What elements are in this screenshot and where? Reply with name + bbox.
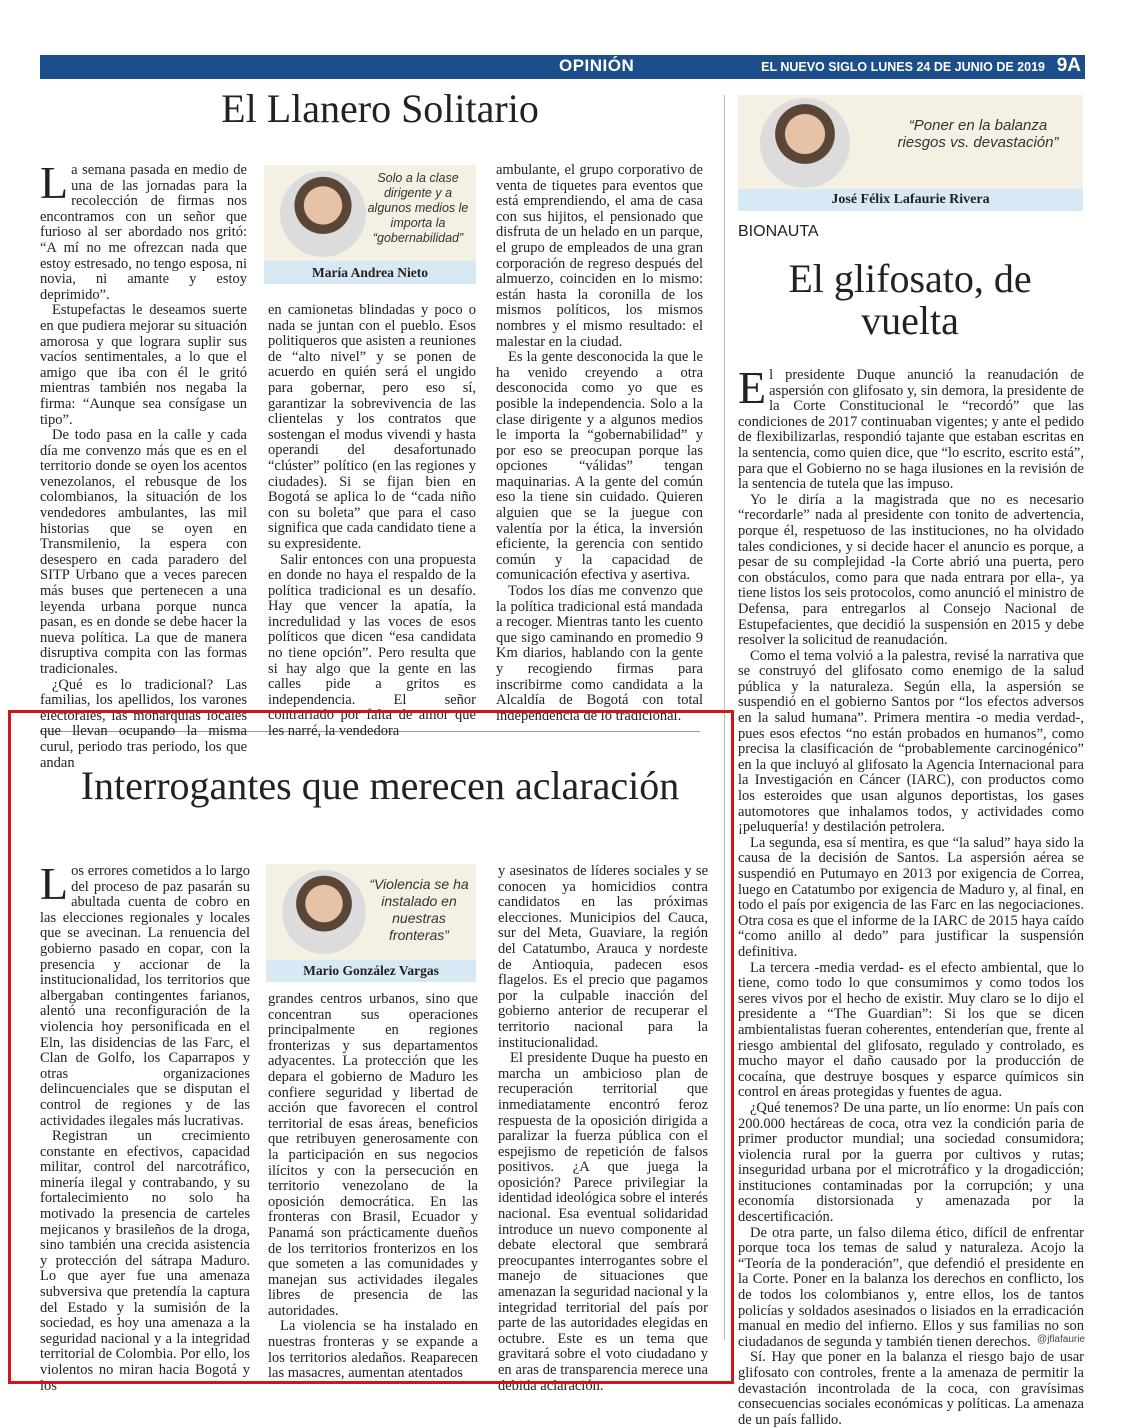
pullquote-text: Solo a la clase dirigente y a algunos medios le importa la “gobernabilidad”	[367, 171, 469, 245]
article1-paragraph: De todo pasa en la calle y cada día me convenzo más que es en el territorio donde se oyen los acentos venezolanos, el rebusque de los colombianos, la situación de los vendedores ambulantes, las mil historias que se oyen en Transmilenio, la espera con desespero en cada paradero del SITP Urbano que a veces parecen más buses que pertenecen a una leyenda urbana porque nunca pasan, es en donde se debe hacer la nueva política. La que de manera disruptiva compita con las formas tradicionales.	[40, 427, 247, 677]
author-photo	[280, 171, 366, 257]
article3-title: El glifosato, de vuelta	[788, 256, 1032, 343]
section-name: OPINIÓN	[559, 56, 635, 75]
article1-paragraph: ¿Qué es lo tradicional? Las familias, los apellidos, los varones electorales, las monarquías locales que llevan ocupando la misma curul, periodo tras periodo, los que andan	[40, 676, 247, 771]
article2-paragraph: grandes centros urbanos, sino que concentran sus operaciones principalmente en regiones fronterizas y sus departamentos adyacentes. La protección que les depara el gobierno de Maduro les confiere seguridad y libertad de acción que favorecen el control territorial de esas áreas, beneficios que retribuyen generosamente con la participación en sus negocios ilícitos y con la persecución en territorio venezolano de la oposición democrática. En las fronteras con Brasil, Ecuador y Panamá son prácticamente dueños de los territorios fronterizos en los que someten a las comunidades y manejan sus actividades ilegales libres de presencia de las autoridades.	[268, 991, 478, 1319]
article2-paragraph: Registran un crecimiento constante en efectivos, capacidad militar, control del narcotráfico, minería ilegal y contrabando, y su fortalecimiento no solo ha motivado la presencia de carteles mejicanos y brasileños de la droga, sino también una crecida asistencia y protección del sátrapa Maduro. Lo que ayer fue una amenaza subversiva que pretendía la captura del Estado y la sumisión de la sociedad, es hoy una amenaza a la seguridad nacional y a la integridad territorial de Colombia. Por ello, los violentos no miran hacia Bogotá y los	[40, 1128, 250, 1394]
article1-paragraph: La semana pasada en medio de una de las jornadas para la recolección de firmas nos encontramos con un señor que furioso al ser abordado nos gritó: “A mí no me ofrezcan nada que estoy estresado, no tengo esposa, ni novia, ni amante y estoy deprimido”.	[40, 157, 247, 303]
article1-paragraph: Salir entonces con una propuesta en donde no haya el respaldo de la política tradicional es un desafío. Hay que vencer la apatía, la incredulidad y las voces de esos políticos que dicen “esa candidata no tiene opción”. Pero resulta que si hay algo que la gente en las calles pide a gritos es independencia. El señor contrariado por falta de amor que les narré, la vendedora	[268, 551, 476, 740]
masthead-date: EL NUEVO SIGLO LUNES 24 DE JUNIO DE 2019	[761, 60, 1045, 74]
drop-cap: L	[40, 858, 69, 909]
pullquote-text: “Violencia se ha instalado en nuestras fronteras”	[369, 876, 469, 943]
article3-pullquote	[738, 95, 1083, 211]
author-name: María Andrea Nieto	[264, 261, 476, 284]
author-name: Mario González Vargas	[266, 960, 476, 982]
article2-title: Interrogantes que merecen aclaración	[80, 763, 680, 808]
article3-paragraph: ¿Qué tenemos? De una parte, un lío enorme: Un país con 200.000 hectáreas de coca, otra vez la condición paria de primer productor mundial; una sociedad consumidora; violencia rural por la guerra por cultivos y rutas; inseguridad urbana por el microtráfico y la drogadicción; instituciones contaminadas por la corrupción; y una economía distorsionada y amenazada por la descertificación.	[738, 1099, 1084, 1226]
article3-paragraph: Como el tema volvió a la palestra, revisé la narrativa que se construyó del glifosato como enemigo de la salud pública y la naturaleza. Según ella, la aspersión se suspendió en el gobierno Santos por “los efectos adversos en la salud humana”. Primera mentira -o media verdad-, pues esos efectos “no están probados en humanos”, como precisa la clasificación de “probablemente carcinogénico” en la que incluyó al glifosato la Agencia Internacional para la Investigación en Cáncer (IARC), con productos como los esteroides que usan algunos deportistas, los gases automotores que inhalamos todos, y actividades como ¡peluquería! y destilación petrolera.	[738, 647, 1084, 836]
article1-title: El Llanero Solitario	[221, 86, 539, 131]
page-number: 9A	[1056, 55, 1081, 76]
article3-paragraph: La tercera -media verdad- es el efecto ambiental, que lo tiene, como todo lo que consumimos y como todos los seres vivos por el hecho de existir. Muy claro se lo dijo el presidente a “The Guardian”: Si los que se dicen ambientalistas fueran coherentes, entenderían que, frente al riesgo ambiental del glifosato, regulado y controlado, es mucho mayor el daño causado por la producción de cocaína, que destruye bosques y esparce químicos sin control en áreas protegidas y fuentes de agua.	[738, 959, 1084, 1101]
article1-col2	[268, 302, 476, 740]
article2-paragraph: y asesinatos de líderes sociales y se conocen ya homicidios contra candidatos en las próximas elecciones. Municipios del Cauca, sur del Meta, Guaviare, la región del Catatumbo, Arauca y nordeste de Antioquia, padecen esos flagelos. Es el precio que pagamos por la culpable inacción del gobierno anterior de recuperar el territorio nacional para la institucionalidad.	[498, 863, 708, 1051]
article1-col1	[40, 157, 247, 771]
article1-paragraph: Estupefactas le deseamos suerte en que pudiera mejorar su situación amorosa y que lograra suplir sus vacíos sentimentales, a lo que el amigo que iba con él le gritó mientras también nos negaba la firma: “Aunque sea consígase un tipo”.	[40, 302, 247, 428]
pullquote-text: “Poner en la balanza riesgos vs. devastación”	[897, 117, 1059, 151]
article1-col3	[496, 162, 703, 724]
article1-paragraph: ambulante, el grupo corporativo de venta de tiquetes para eventos que está emprendiendo, el ama de casa con sus hijitos, el pensionado que disfruta de un helado en un parque, el grupo de empleados de una gran corporación de regreso después del almuerzo, coinciden en lo mismo: están hasta la coronilla de los mismos políticos, los mismos nombres y el mismo resultado: el malestar en la ciudad.	[496, 162, 703, 350]
article1-paragraph: en camionetas blindadas y poco o nada se juntan con el pueblo. Esos politiqueros que asisten a reuniones de “alto nivel” y se ponen de acuerdo en quién será el ungido para gobernar, pero eso sí, garantizar la sobrevivencia de las clientelas y los contratos que sostengan el modus vivendi y hasta operandi del desafortunado “clúster” político (en las regiones y ciudades). Si se fijan bien en Bogotá se aplica lo de “cada niño con su boleta” que para el caso significa que cada candidato tiene a su expresidente.	[268, 302, 476, 552]
article3-paragraph: Sí. Hay que poner en la balanza el riesgo bajo de usar glifosato con controles, frente a la amenaza de permitir la devastación incontrolada de la coca, con gravísimas consecuencias sociales económicas y políticas. La amenaza de un país fallido.	[738, 1349, 1084, 1428]
article2-paragraph: Los errores cometidos a lo largo del proceso de paz pasarán su abultada cuenta de cobro en las elecciones regionales y locales que se avecinan. La renuencia del gobierno pasado en copar, con la presencia y accionar de la institucionalidad, los territorios que albergaban contingentes farianos, alentó una reconfiguración de la violencia hoy personificada en el Eln, las disidencias de las Farc, el Clan de Golfo, los Caparrapos y otras organizaciones delincuenciales que se disputan el control de regiones y de las actividades ilegales más lucrativas.	[40, 858, 250, 1129]
article2-paragraph: La violencia se ha instalado en nuestras fronteras y se expande a los territorios aledaños. Reaparecen las masacres, aumentan atentados	[268, 1318, 478, 1382]
author-photo	[760, 98, 850, 188]
author-social-handle: @jflafaurie	[1037, 1334, 1085, 1345]
article1-paragraph: Todos los días me convenzo que la política tradicional está mandada a recoger. Mientras tanto les cuento que sigo caminando en promedio 9 Km diarios, hablando con la gente y recogiendo firmas para inscribirme como candidata a la Alcaldía de Bogotá con total independencia de lo tradicional.	[496, 583, 703, 724]
author-name: José Félix Lafaurie Rivera	[738, 189, 1083, 211]
article3-paragraph: De otra parte, un falso dilema ético, difícil de enfrentar porque toca los temas de salud y naturaleza. Acojo la “Teoría de la ponderación”, que defendió el presidente en la Corte. Poner en la balanza los derechos en conflicto, los de todos los colombianos y, entre ellos, los de tantos policías y soldados asesinados o lisiados en la erradicación manual en medio del infierno. Ellos y sus familias no son ciudadanos de segunda y también tienen derechos.	[738, 1224, 1084, 1350]
drop-cap: L	[40, 157, 69, 208]
article2-paragraph: El presidente Duque ha puesto en marcha un ambicioso plan de recuperación territorial que inmediatamente encontró feroz respuesta de la oposición dirigida a paralizar la fuerza pública con el espejismo de repetición de falsos positivos. ¿A que juega la oposición? Parece privilegiar la identidad ideológica sobre el interés nacional. Esa eventual solidaridad introduce un nuevo componente al debate electoral que sembrará preocupantes interrogantes sobre el manejo de situaciones que amenazan la seguridad nacional y la integridad territorial del país por parte de las autoridades elegidas en octubre. Este es un tema que gravitará sobre el voto ciudadano y en aras de transparencia merece una debida aclaración.	[498, 1050, 708, 1394]
article1-paragraph: Es la gente desconocida la que le ha venido creyendo a otra desconocida como yo que es posible la independencia. Solo a la clase dirigente y a algunos medios le importa la “gobernabilidad” y por eso se preocupan porque las opciones “válidas” tengan maquinarias. A la gente del común eso la tiene sin cuidado. Quieren alguien que se la juegue con valentía por la ética, la inversión eficiente, la gerencia con sentido común y la capacidad de comunicación efectiva y asertiva.	[496, 349, 703, 584]
column-section-label: BIONAUTA	[738, 223, 819, 240]
article3-paragraph: Yo le diría a la magistrada que no es necesario “recordarle” nada al presidente con tonito de advertencia, porque él, respetuoso de las instituciones, no ha olvidado tales condiciones, y si decide hacer el anuncio es porque, a pesar de su complejidad -la Corte abrió una puerta, pero con obstáculos, como para que nada entrara por ella-, ya tiene listos los seis protocolos, como anunció el ministro de Defensa, para entregarlos al Consejo Nacional de Estupefacientes, que decidió la suspensión en 2015 y debe resolver la solicitud de reanudación.	[738, 491, 1084, 649]
article3-paragraph: La segunda, esa sí mentira, es que “la salud” haya sido la causa de la decisión de Santos. La aspersión aérea se suspendió en Putumayo en 2013 por exigencia de Correa, luego en Catatumbo por exigencia de Maduro y, al final, en todo el país por exigencia de las Farc en las negociaciones. Otra cosa es que el informe de la IARC de 2015 haya caído “como anillo al dedo” para justificar la suspensión definitiva.	[738, 834, 1084, 960]
article3-paragraph: El presidente Duque anunció la reanudación de aspersión con glifosato y, sin demora, la presidente de la Corte Constitucional le “recordó” que las condiciones de 2017 continuaban vigentes; y ante el pedido de flexibilizarlas, respondió tajante que estaban escritas en la sentencia, como quien dice, que “lo escrito, escrito está”, para que el Gobierno no se haga ilusiones en la revisión de la sentencia de tutela que las impuso.	[738, 362, 1084, 493]
page-header-bar	[40, 55, 1085, 79]
selection-highlight-box	[8, 710, 734, 1384]
drop-cap: E	[738, 362, 767, 413]
article1-pullquote	[264, 165, 476, 284]
